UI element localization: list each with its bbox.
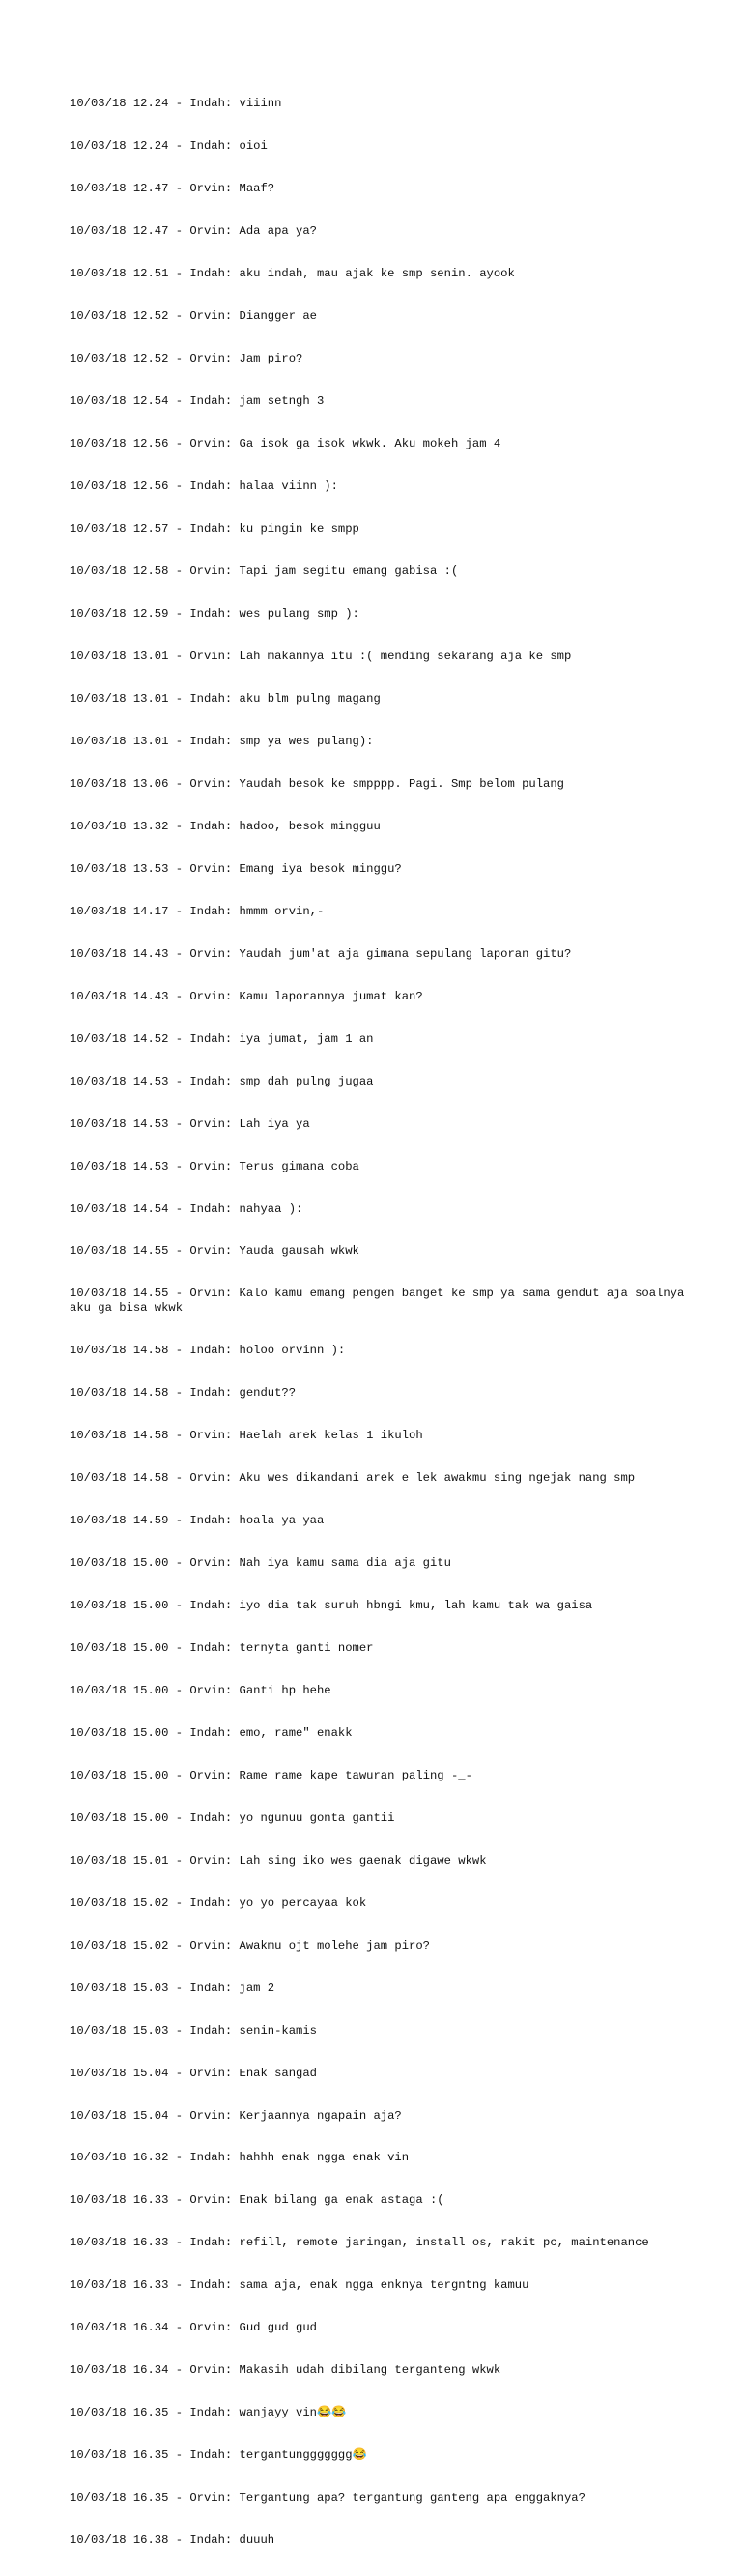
chat-line: 10/03/18 14.43 - Orvin: Kamu laporannya jumat kan? <box>70 989 423 1003</box>
chat-line: 10/03/18 14.58 - Indah: gendut?? <box>70 1386 297 1401</box>
chat-line: 10/03/18 14.58 - Indah: holoo orvinn ): <box>70 1344 346 1358</box>
chat-line: 10/03/18 15.02 - Orvin: Awakmu ojt molehe jam piro? <box>70 1938 430 1953</box>
chat-line: 10/03/18 12.24 - Indah: viiinn <box>70 97 282 111</box>
chat-line: 10/03/18 13.01 - Indah: smp ya wes pulang): <box>70 734 374 748</box>
chat-line: 10/03/18 14.58 - Orvin: Aku wes dikandani arek e lek awakmu sing ngejak nang smp <box>70 1470 636 1485</box>
chat-line: 10/03/18 14.58 - Orvin: Haelah arek kelas 1 ikuloh <box>70 1429 423 1442</box>
chat-line: 10/03/18 16.33 - Indah: refill, remote jaringan, install os, rakit pc, maintenance <box>70 2236 649 2250</box>
chat-line: 10/03/18 15.00 - Orvin: Rame rame kape tawuran paling -_- <box>70 1768 472 1782</box>
chat-line: 10/03/18 13.32 - Indah: hadoo, besok mingguu <box>70 819 381 833</box>
chat-line: 10/03/18 13.01 - Indah: aku blm pulng magang <box>70 691 381 706</box>
chat-line: 10/03/18 12.51 - Indah: aku indah, mau ajak ke smp senin. ayook <box>70 267 515 281</box>
chat-line: 10/03/18 14.59 - Indah: hoala ya yaa <box>70 1513 325 1527</box>
chat-line: 10/03/18 16.38 - Indah: duuuh <box>70 2533 275 2548</box>
chat-line: 10/03/18 12.57 - Indah: ku pingin ke smpp <box>70 522 359 535</box>
chat-line: 10/03/18 12.59 - Indah: wes pulang smp ): <box>70 606 359 621</box>
chat-line: 10/03/18 12.52 - Orvin: Jam piro? <box>70 352 303 366</box>
chat-line: 10/03/18 14.53 - Orvin: Terus gimana coba <box>70 1159 359 1173</box>
chat-line: 10/03/18 13.06 - Orvin: Yaudah besok ke smpppp. Pagi. Smp belom pulang <box>70 776 564 791</box>
chat-line: 10/03/18 16.35 - Indah: wanjayy vin😂😂 <box>70 2406 347 2420</box>
chat-line: 10/03/18 16.35 - Indah: tergantunggggggg😂 <box>70 2448 367 2463</box>
chat-line: 10/03/18 15.00 - Indah: emo, rame" enakk <box>70 1725 353 1740</box>
chat-line: 10/03/18 12.24 - Indah: oioi <box>70 139 268 154</box>
chat-line: 10/03/18 16.33 - Orvin: Enak bilang ga enak astaga :( <box>70 2193 444 2208</box>
chat-line: 10/03/18 14.55 - Orvin: Kalo kamu emang pengen banget ke smp ya sama gendut aja soalnya aku ga bisa wkwk <box>70 1287 692 1316</box>
chat-line: 10/03/18 15.04 - Orvin: Kerjaannya ngapain aja? <box>70 2108 402 2123</box>
chat-log <box>70 69 692 2576</box>
chat-line: 10/03/18 14.53 - Indah: smp dah pulng jugaa <box>70 1074 374 1088</box>
chat-line: 10/03/18 16.33 - Indah: sama aja, enak ngga enknya tergntng kamuu <box>70 2278 529 2293</box>
chat-line: 10/03/18 16.34 - Orvin: Gud gud gud <box>70 2321 317 2335</box>
chat-line: 10/03/18 15.00 - Orvin: Ganti hp hehe <box>70 1683 331 1697</box>
chat-line: 10/03/18 12.52 - Orvin: Diangger ae <box>70 309 317 324</box>
chat-line: 10/03/18 15.00 - Orvin: Nah iya kamu sama dia aja gitu <box>70 1555 451 1570</box>
chat-line: 10/03/18 15.00 - Indah: iyo dia tak suruh hbngi kmu, lah kamu tak wa gaisa <box>70 1598 593 1612</box>
chat-line: 10/03/18 16.35 - Orvin: Tergantung apa? tergantung ganteng apa enggaknya? <box>70 2491 585 2505</box>
chat-line: 10/03/18 12.56 - Indah: halaa viinn ): <box>70 479 338 494</box>
chat-line: 10/03/18 15.00 - Indah: yo ngunuu gonta gantii <box>70 1810 395 1825</box>
chat-line: 10/03/18 14.55 - Orvin: Yauda gausah wkwk <box>70 1244 359 1259</box>
chat-line: 10/03/18 14.43 - Orvin: Yaudah jum'at aja gimana sepulang laporan gitu? <box>70 946 572 961</box>
chat-line: 10/03/18 12.58 - Orvin: Tapi jam segitu emang gabisa :( <box>70 564 459 578</box>
chat-line: 10/03/18 14.54 - Indah: nahyaa ): <box>70 1201 303 1216</box>
chat-line: 10/03/18 15.01 - Orvin: Lah sing iko wes gaenak digawe wkwk <box>70 1853 487 1867</box>
chat-line: 10/03/18 14.53 - Orvin: Lah iya ya <box>70 1116 310 1131</box>
chat-line: 10/03/18 13.01 - Orvin: Lah makannya itu :( mending sekarang aja ke smp <box>70 649 572 663</box>
chat-line: 10/03/18 15.02 - Indah: yo yo percayaa kok <box>70 1896 367 1910</box>
chat-line: 10/03/18 14.52 - Indah: iya jumat, jam 1 an <box>70 1031 374 1046</box>
chat-line: 10/03/18 16.32 - Indah: hahhh enak ngga enak vin <box>70 2151 410 2165</box>
chat-line: 10/03/18 12.56 - Orvin: Ga isok ga isok wkwk. Aku mokeh jam 4 <box>70 437 501 451</box>
chat-line: 10/03/18 15.04 - Orvin: Enak sangad <box>70 2066 317 2080</box>
chat-line: 10/03/18 14.17 - Indah: hmmm orvin,- <box>70 904 325 918</box>
chat-line: 10/03/18 13.53 - Orvin: Emang iya besok minggu? <box>70 861 402 876</box>
chat-line: 10/03/18 15.00 - Indah: ternyta ganti nomer <box>70 1640 374 1655</box>
chat-line: 10/03/18 16.34 - Orvin: Makasih udah dibilang terganteng wkwk <box>70 2363 501 2378</box>
chat-line: 10/03/18 12.54 - Indah: jam setngh 3 <box>70 394 325 409</box>
chat-line: 10/03/18 15.03 - Indah: jam 2 <box>70 1981 275 1995</box>
chat-line: 10/03/18 12.47 - Orvin: Maaf? <box>70 182 275 196</box>
chat-line: 10/03/18 12.47 - Orvin: Ada apa ya? <box>70 224 317 239</box>
chat-line: 10/03/18 15.03 - Indah: senin-kamis <box>70 2023 317 2038</box>
